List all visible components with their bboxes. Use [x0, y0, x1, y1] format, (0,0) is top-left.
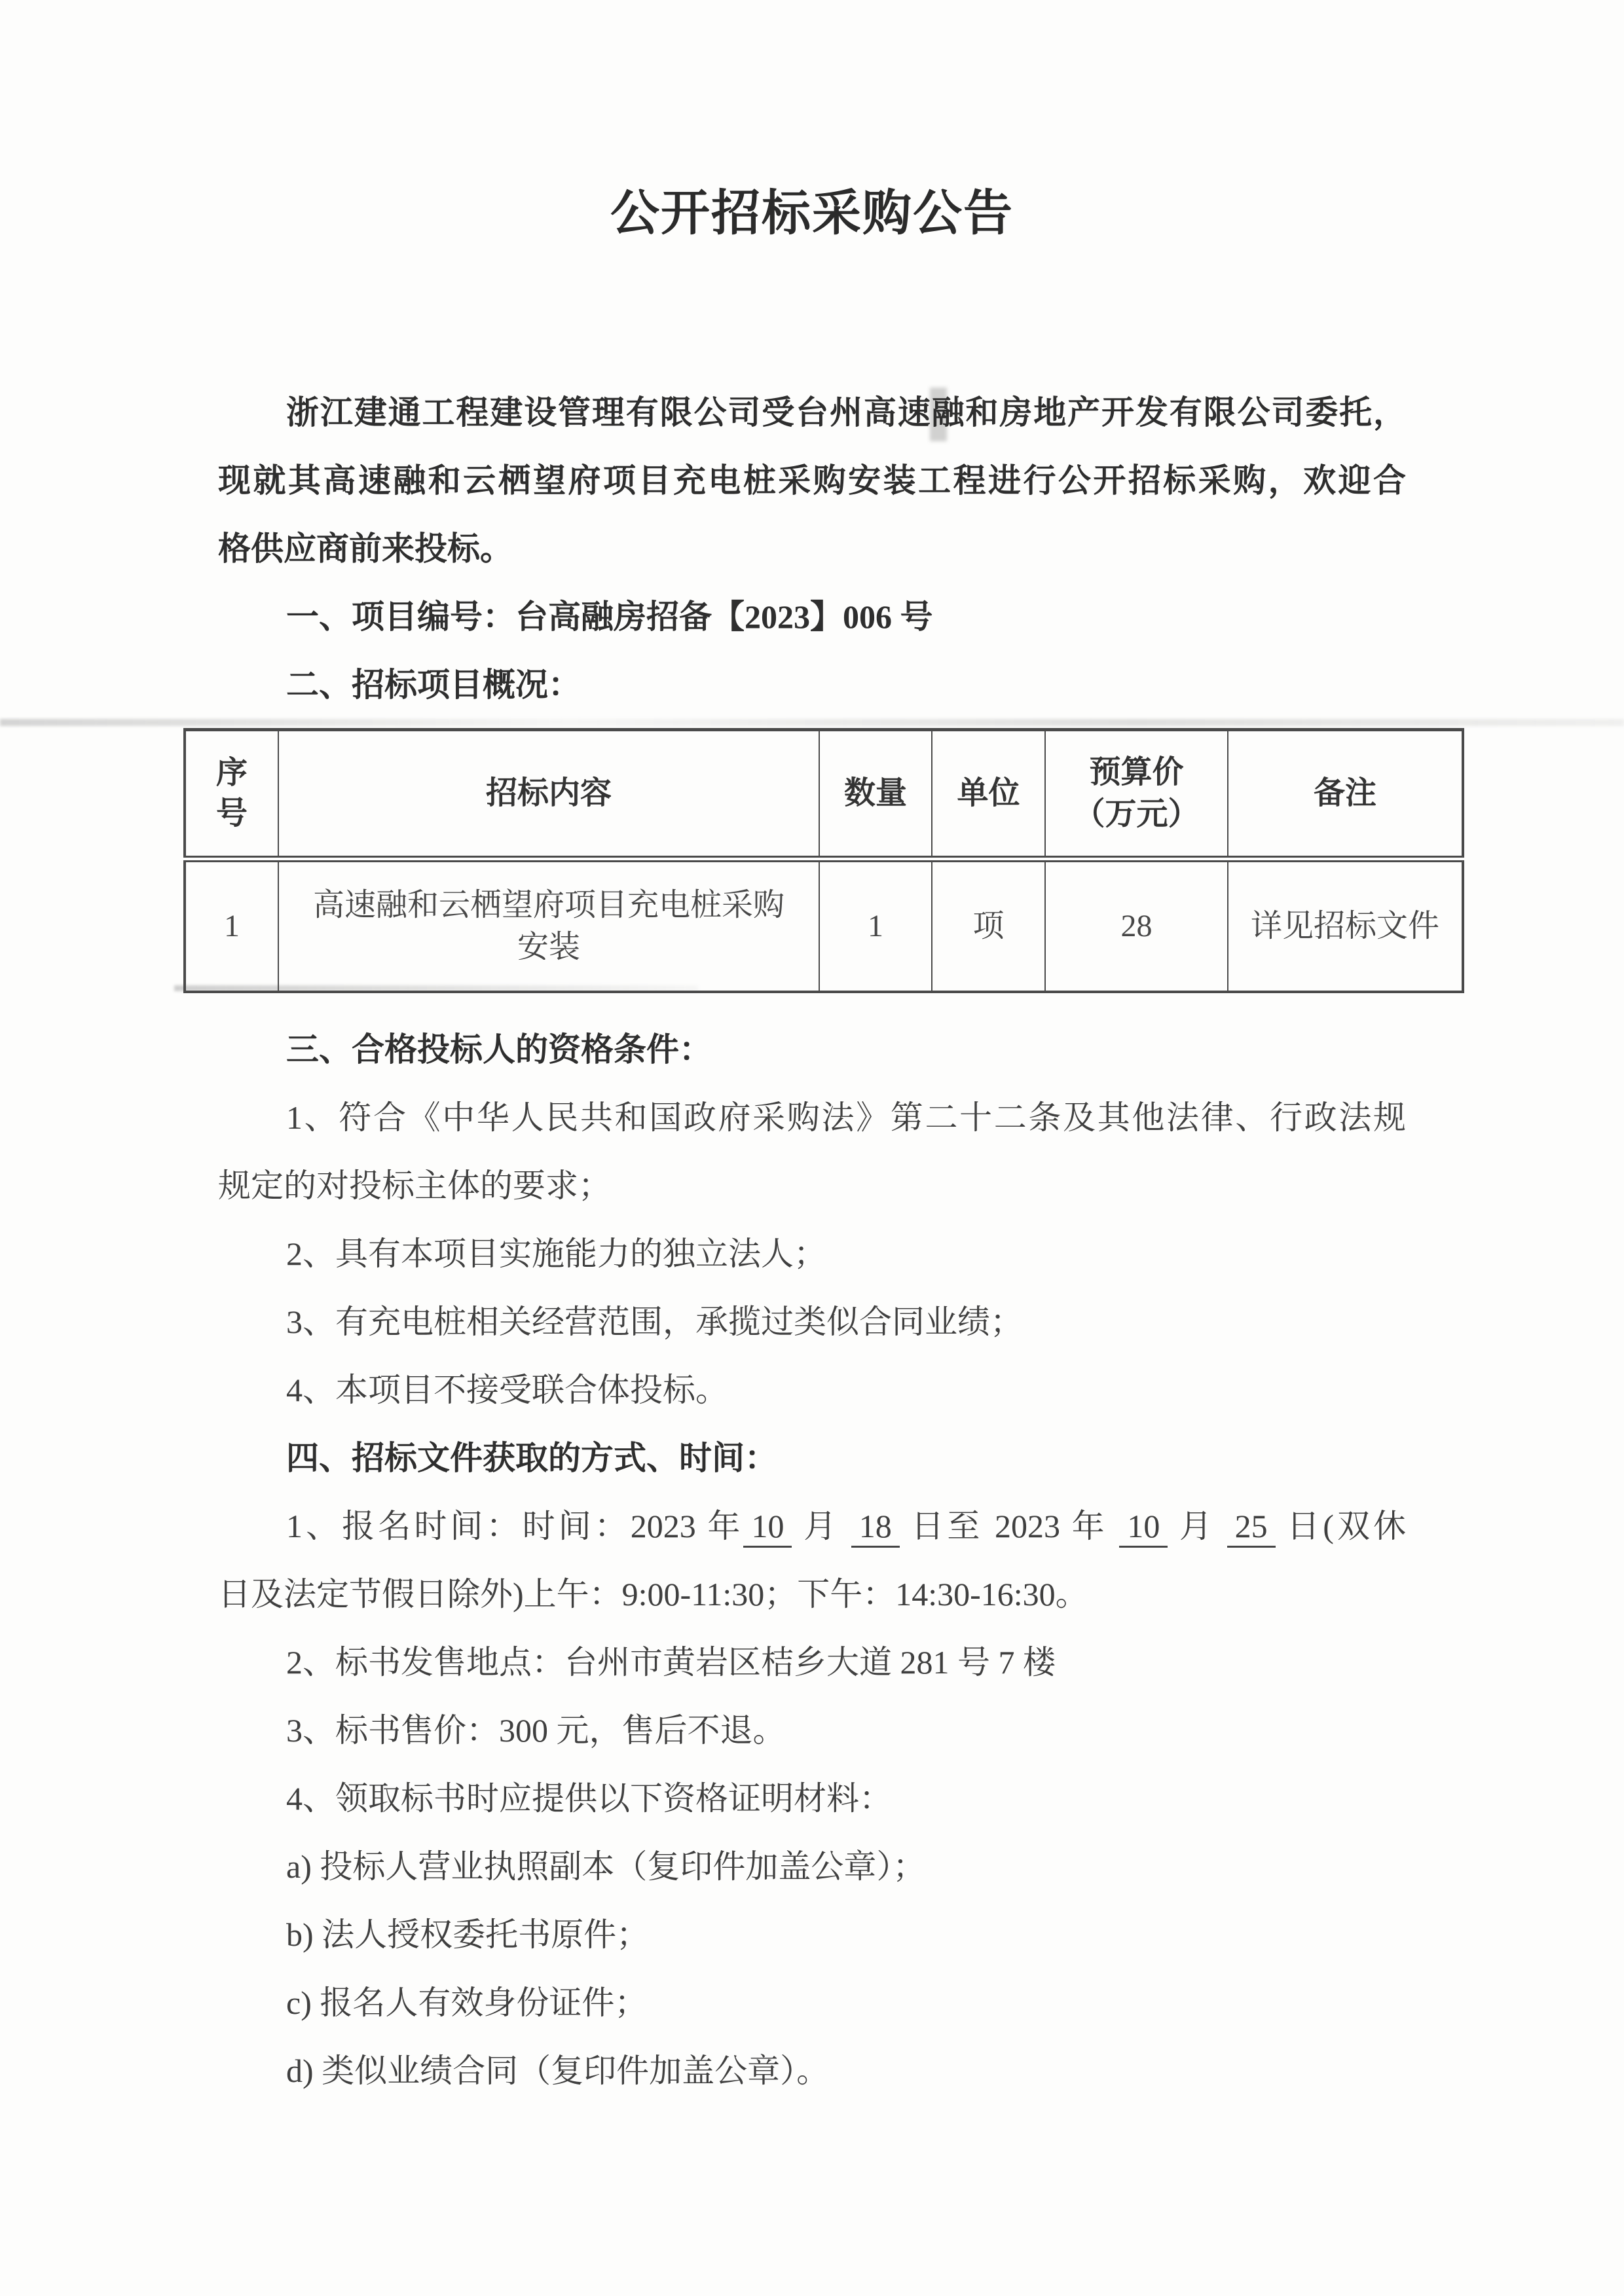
- header-cell-unit: 单位: [932, 730, 1045, 860]
- header-cell-remark: 备注: [1228, 730, 1463, 860]
- header-cell-content: 招标内容: [278, 730, 819, 860]
- table-header-row: [185, 730, 1463, 860]
- header-cell-qty: 数量: [819, 730, 932, 860]
- signup-sep1: 月: [792, 1508, 851, 1544]
- section-heading-qualification: 三、合格投标人的资格条件：: [286, 1031, 712, 1068]
- obtain-item-2-sale-location: 2、标书发售地点：台州市黄岩区桔乡大道 281 号 7 楼: [286, 1644, 1056, 1681]
- signup-sep3: 月: [1168, 1508, 1227, 1544]
- material-item-c: c) 报名人有效身份证件；: [286, 1984, 648, 2021]
- header-cell-budget: [1045, 730, 1228, 860]
- signup-blank-day1: 18: [851, 1508, 900, 1548]
- intro-line-3: 格供应商前来投标。: [218, 530, 513, 567]
- qualification-item-3: 3、有充电桩相关经营范围，承揽过类似合同业绩；: [286, 1303, 1023, 1340]
- tender-overview-table: [183, 728, 1452, 993]
- signup-blank-day2: 25: [1227, 1508, 1276, 1548]
- signup-sep2: 日至 2023 年: [899, 1508, 1120, 1544]
- document-body: [215, 378, 1439, 2105]
- cell-content-line1: 高速融和云栖望府项目充电桩采购: [312, 888, 784, 922]
- cell-budget: 28: [1045, 859, 1228, 992]
- qualification-item-4: 4、本项目不接受联合体投标。: [286, 1372, 728, 1408]
- section-heading-project-overview: 二、招标项目概况：: [286, 666, 581, 703]
- material-item-d: d) 类似业绩合同（复印件加盖公章）。: [286, 2052, 830, 2089]
- signup-suffix: 日(双休: [1275, 1508, 1407, 1544]
- signup-blank-month2: 10: [1119, 1508, 1168, 1548]
- signup-blank-month1: 10: [743, 1508, 792, 1548]
- section-heading-project-number: 一、项目编号：台高融房招备【2023】006 号: [286, 598, 933, 635]
- cell-seq-no: 1: [185, 859, 278, 992]
- obtain-item-3-price: 3、标书售价：300 元，售后不退。: [286, 1712, 786, 1749]
- signup-time-line: [218, 1492, 1406, 1560]
- page-title: 公开招标采购公告: [610, 187, 1014, 241]
- obtain-item-4-materials: 4、领取标书时应提供以下资格证明材料：: [286, 1780, 892, 1817]
- cell-qty: 1: [819, 859, 932, 992]
- material-item-a: a) 投标人营业执照副本（复印件加盖公章）；: [286, 1848, 926, 1885]
- header-budget-line1: 预算价: [1089, 755, 1184, 790]
- cell-unit: 项: [932, 859, 1045, 992]
- header-cell-seq-no: 序号: [185, 730, 278, 860]
- cell-remark: 详见招标文件: [1228, 859, 1463, 992]
- qualification-item-2: 2、具有本项目实施能力的独立法人；: [286, 1235, 826, 1272]
- material-item-b: b) 法人授权委托书原件；: [286, 1916, 650, 1953]
- signup-time-continuation: 日及法定节假日除外)上午：9:00-11:30；下午：14:30-16:30。: [218, 1576, 1088, 1613]
- section-heading-document-obtain: 四、招标文件获取的方式、时间：: [286, 1440, 777, 1476]
- table-row: [185, 859, 1463, 992]
- intro-line-2: 现就其高速融和云栖望府项目充电桩采购安装工程进行公开招标采购，欢迎合: [218, 462, 1406, 499]
- qualification-item-1-line2: 规定的对投标主体的要求；: [218, 1167, 611, 1204]
- qualification-item-1-line1: 1、符合《中华人民共和国政府采购法》第二十二条及其他法律、行政法规: [286, 1099, 1406, 1136]
- cell-content-line2: 安装: [517, 930, 580, 964]
- cell-content: [278, 859, 819, 992]
- header-budget-line2: （万元）: [1073, 797, 1200, 831]
- signup-prefix: 1、报名时间：时间：2023 年: [286, 1508, 744, 1544]
- intro-line-1: 浙江建通工程建设管理有限公司受台州高速融和房地产开发有限公司委托，: [286, 394, 1406, 431]
